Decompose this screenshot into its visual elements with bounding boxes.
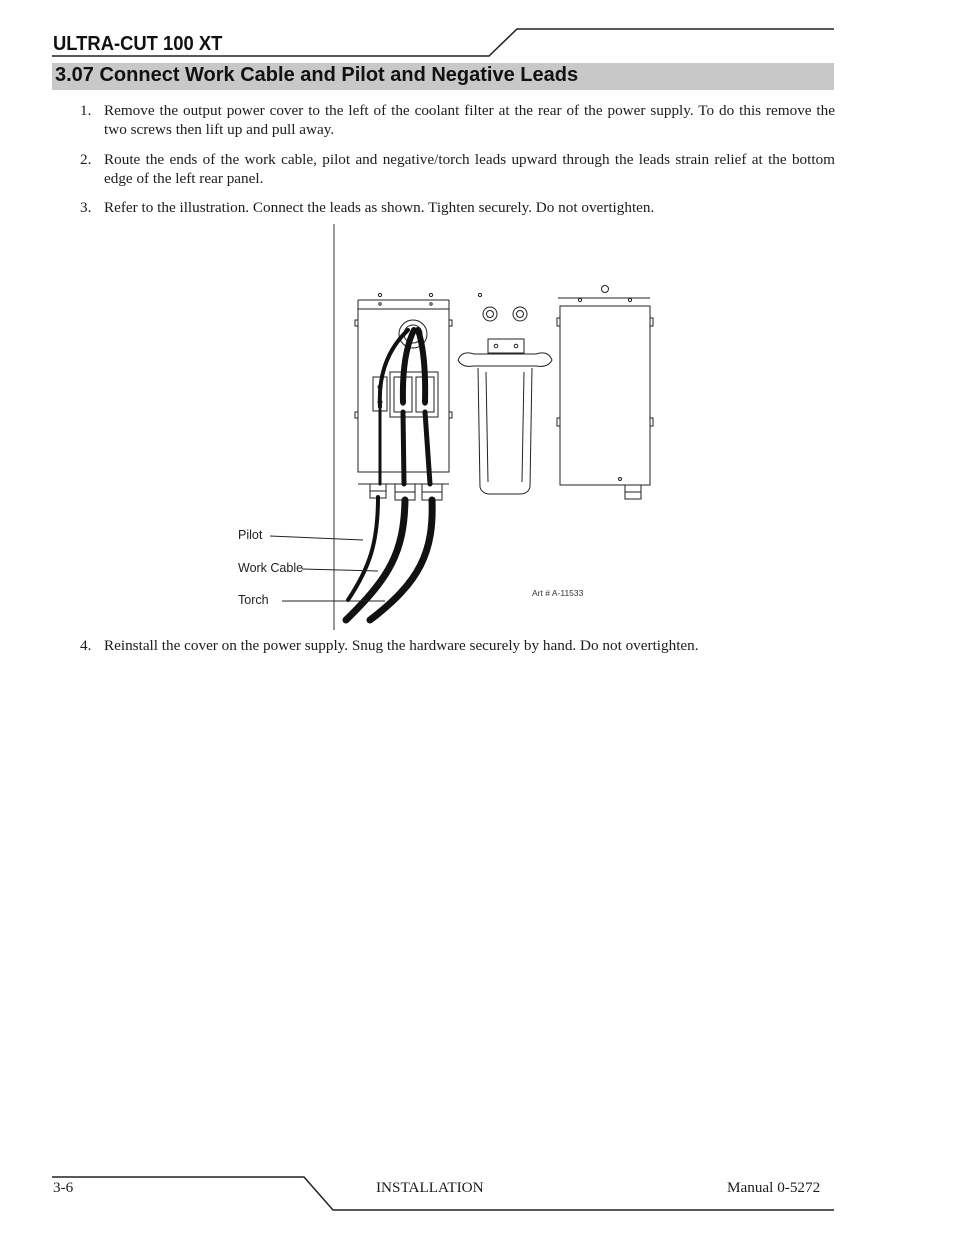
step-text: Refer to the illustration. Connect the leads as shown. Tighten securely. Do not overtighten.: [104, 199, 655, 216]
torch-label: Torch: [238, 593, 269, 607]
work-cable-label: Work Cable: [238, 561, 304, 575]
pilot-label: Pilot: [238, 528, 263, 542]
step-text: Remove the output power cover to the left of the coolant filter at the rear of the power supply. To do this remove the two screws then lift up and pull away.: [104, 102, 835, 138]
lead-cables: [346, 330, 432, 620]
step-number: 1.: [80, 102, 92, 119]
manual-number: Manual 0-5272: [727, 1179, 821, 1196]
brand-title: ULTRA-CUT 100 XT: [53, 33, 223, 55]
page-number: 3-6: [53, 1179, 74, 1196]
section-heading-bar: [52, 63, 834, 90]
step-text: Route the ends of the work cable, pilot and negative/torch leads upward through the leads strain relief at the bottom edge of the left rear panel.: [104, 151, 835, 187]
leads-connection-illustration: [230, 222, 670, 632]
step-text: Reinstall the cover on the power supply. Snug the hardware securely by hand. Do not overtighten.: [104, 637, 699, 654]
step-number: 3.: [80, 199, 92, 216]
step-number: 4.: [80, 637, 92, 654]
section-title: 3.07 Connect Work Cable and Pilot and Negative Leads: [55, 64, 579, 86]
coolant-filter: [458, 293, 552, 494]
step-number: 2.: [80, 151, 92, 168]
art-number: Art # A-11533: [532, 588, 584, 598]
right-rear-panel: [557, 286, 653, 500]
footer-section: INSTALLATION: [376, 1179, 484, 1196]
